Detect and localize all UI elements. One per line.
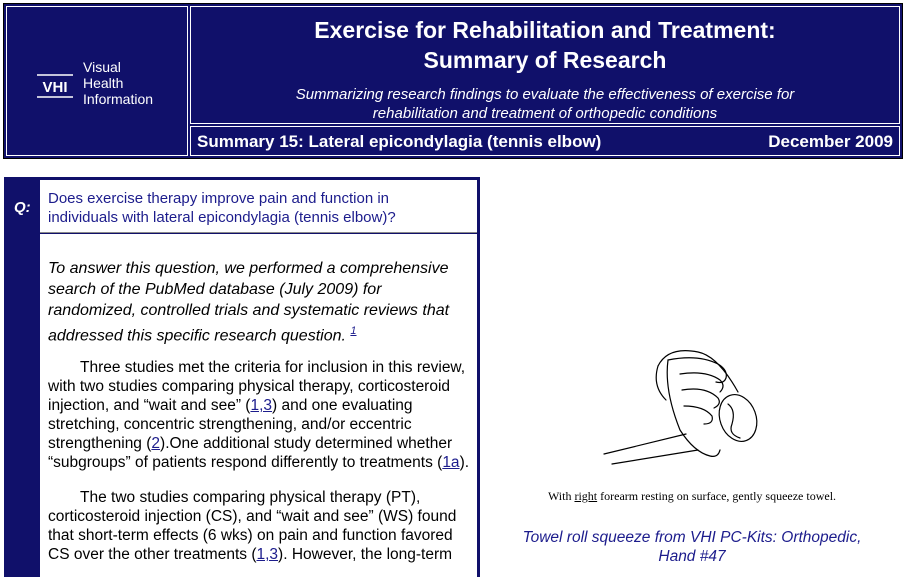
logo-mark-text: VHI <box>42 79 68 96</box>
p1-text-2: ) and one evaluating stretching, concentric strengthening, and/or eccentric strengthening ( <box>48 397 413 452</box>
method-text: To answer this question, we performed a comprehensive search of the PubMed database (July 2009) for randomized, controlled trials and systematic reviews that addressed this specific research question. <box>48 260 450 345</box>
finger-4 <box>684 406 712 424</box>
caption-post: forearm resting on surface, gently squeeze towel. <box>597 489 837 503</box>
question-label: Q: <box>14 199 31 216</box>
source-line-2: Hand #47 <box>658 548 726 565</box>
question-line-2: individuals with lateral epicondylagia (tennis elbow)? <box>48 209 396 226</box>
findings-paragraph-2 <box>48 488 472 564</box>
towel-roll-back <box>656 366 666 400</box>
subtitle-line-1: Summarizing research findings to evaluate the effectiveness of exercise for <box>295 86 795 103</box>
title-cell <box>190 6 900 124</box>
question-text <box>48 189 468 227</box>
towel-squeeze-illustration <box>598 338 768 468</box>
forearm-upper <box>604 434 686 454</box>
p2-text-2: ). However, the long-term <box>278 546 453 563</box>
vhi-logo-icon <box>37 71 73 101</box>
ref-link-1a[interactable]: 1a <box>442 454 460 471</box>
logo-line-1: Visual <box>83 59 121 75</box>
source-line-1: Towel roll squeeze from VHI PC-Kits: Orthopedic, <box>522 529 862 546</box>
p1-text-3: ).One additional study determined whether “subgroups” of patients respond differently to treatments ( <box>48 435 453 471</box>
answer-body <box>40 234 477 577</box>
method-ref-link[interactable]: 1 <box>350 325 357 337</box>
title-line-1: Exercise for Rehabilitation and Treatment: <box>314 17 776 43</box>
title-line-2: Summary of Research <box>423 47 667 73</box>
illustration-source <box>500 528 884 566</box>
p2-text-1: The two studies comparing physical therapy (PT), corticosteroid injection (CS), and “wait and see” (WS) found that short-term effects (6 wks) on pain and function favored CS over the other treatments ( <box>48 489 457 563</box>
question-box <box>40 180 477 233</box>
caption-underlined: right <box>574 489 598 503</box>
ref-link-1-3-second[interactable]: 1,3 <box>256 546 279 563</box>
page-subtitle <box>191 85 899 123</box>
report-header <box>3 3 903 159</box>
question-line-1: Does exercise therapy improve pain and function in <box>48 190 390 207</box>
hand-palm <box>667 360 720 456</box>
towel-roll-spiral <box>728 404 740 438</box>
finger-3 <box>682 389 719 408</box>
summary-bar <box>190 126 900 156</box>
forearm-lower <box>612 450 698 464</box>
findings-paragraph-1 <box>48 358 472 472</box>
logo-wordmark <box>83 59 153 107</box>
towel-roll-end <box>713 389 763 446</box>
ref-link-2[interactable]: 2 <box>151 435 161 452</box>
question-panel <box>4 177 480 577</box>
p1-text-4: ). <box>459 454 470 471</box>
illustration-caption <box>500 489 884 504</box>
ref-link-1-3[interactable]: 1,3 <box>250 397 273 414</box>
p1-text-1: Three studies met the criteria for inclusion in this review, with two studies comparing physical therapy, corticosteroid injection, and “wait and see” ( <box>48 359 466 414</box>
subtitle-line-2: rehabilitation and treatment of orthopedic conditions <box>372 105 718 122</box>
caption-pre: With <box>547 489 575 503</box>
method-paragraph <box>48 258 468 346</box>
logo-line-3: Information <box>83 91 154 107</box>
logo-cell <box>6 6 188 156</box>
summary-date: December 2009 <box>768 132 893 151</box>
logo-line-2: Health <box>83 75 124 91</box>
page-title <box>191 15 899 75</box>
summary-title: Summary 15: Lateral epicondylagia (tennis elbow) <box>197 132 602 151</box>
